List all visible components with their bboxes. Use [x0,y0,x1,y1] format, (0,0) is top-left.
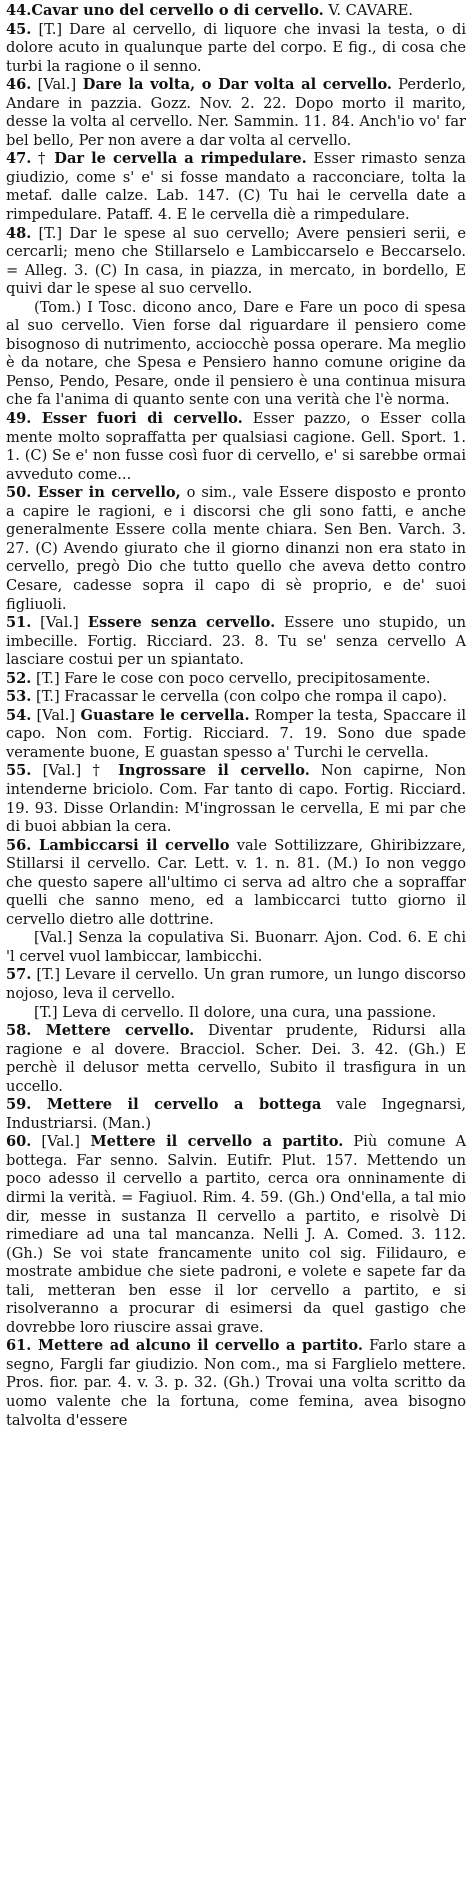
dictionary-entry [6,1022,466,1096]
entry-tag: [T.] [31,224,63,242]
entry-number: 59. [6,1096,32,1114]
entry-body: Esser rimasto senza giudizio, come s' e' si fosse mandato a racconciare, tolta la metaf. dalle calze. Lab. 147. (C) Tu hai le cervella date a rimpedulare. Pataff. 4. E le cervella diè a rimpedulare. [6,150,467,224]
entry-body: [T.] Leva di cervello. Il dolore, una cura, una passione. [34,1003,437,1021]
dictionary-entry [6,707,466,763]
entry-number: 45. [6,20,32,38]
dictionary-entry [6,2,466,21]
entry-body: o sim., vale Essere disposto e pronto a capire le ragioni, e i discorsi che gli sono fatti, e anche generalmente Essere colla mente chiara. Sen Ben. Varch. 3. 27. (C) Avendo giurato che il giorno dinanzi non era stato in cervello, pregò Dio che tutto quello che aveva detto contro Cesare, cadesse sopra il capo di sè proprio, e de' suoi figliuoli. [6,484,466,613]
entry-body: Più comune A bottega. Far senno. Salvin. Eutifr. Plut. 157. Mettendo un poco adesso il cervello a partito, cerca ora onninamente di dirmi la verità. = Fagiuol. Rim. 4. 59. (Gh.) Ond'ella, a tal mio dir, messe in sustanza Il cervello a partito, e risolvè Di rimediare ad una tal mancanza. Nelli J. A. Comed. 3. 112. (Gh.) Se voi state francamente unito col sig. Filidauro, e mostrate ambidue che siete padroni, e volete e sapete far da tali, metteran ben esse il lor cervello a partito, e si risolveranno a procurar di esimersi da quel gastigo che dovrebbe loro riuscire assai grave. [6,1133,467,1336]
dictionary-entry [6,484,466,614]
entry-tag: [Val.] [31,614,79,632]
entry-body: Non capirne, Non intenderne briciolo. Com. Far tanto di capo. Fortig. Ricciard. 19. 93. Disse Orlandin: M'ingrossan le cervella, E mi par che di buoi abbian la cera. [6,762,466,836]
dictionary-entry [6,966,466,1003]
entry-subparagraph [6,1004,466,1023]
entry-body: Dare al cervello, di liquore che invasi la testa, o di dolore acuto in qualunque parte del corpo. E fig., di cosa che turbi la ragione o il senno. [6,20,466,75]
entry-number: 51. [6,614,32,632]
entry-tag: [Val.] † [31,762,107,780]
entry-body: V. CAVARE. [323,2,414,19]
entry-number: 54. [6,706,32,724]
entry-body: vale Ingegnarsi, Industriarsi. (Man.) [6,1096,466,1132]
entry-number: 49. [6,410,32,428]
entry-headword: Ingrossare il cervello. [106,762,310,780]
entry-headword: Esser in cervello, [31,484,181,502]
entry-subparagraph [6,929,466,966]
entry-headword: Mettere ad alcuno il cervello a partito. [31,1337,363,1355]
entry-body: Levare il cervello. Un gran rumore, un lungo discorso nojoso, leva il cervello. [6,966,466,1002]
entry-body: Dar le spese al suo cervello; Avere pensieri serii, e cercarli; meno che Stillarselo e Lambiccarselo e Beccarselo. = Alleg. 3. (C) In casa, in piazza, in mercato, in bordello, E quivi dar le spese al suo cervello. [6,224,466,298]
entry-body: Esser pazzo, o Esser colla mente molto sopraffatta per qualsiasi cagione. Gell. Sport. 1. 1. (C) Se e' non fusse così fuor di cervello, e' si sarebbe ormai avveduto come... [6,410,466,483]
entry-body: Farlo stare a segno, Fargli far giudizio. Non com., ma si Farglielo mettere. Pros. fior. par. 4. v. 3. p. 32. (Gh.) Trovai una volta scritto da uomo valente che la fortuna, come femina, avea bisogno talvolta d'essere [6,1337,466,1429]
dictionary-entry [6,614,466,670]
entry-number: 58. [6,1022,32,1040]
dictionary-entry [6,762,466,836]
entry-body: Fracassar le cervella (con colpo che rompa il capo). [59,688,448,706]
dictionary-entry [6,150,466,224]
dictionary-entry [6,1133,466,1337]
entry-tag: [T.] [31,966,61,984]
dictionary-entry [6,76,466,150]
entry-headword: Mettere il cervello a partito. [80,1133,344,1151]
entry-number: 53. [6,688,32,706]
entry-headword: Dar le cervella a rimpedulare. [47,150,307,168]
entry-number: 46. [6,76,32,94]
dictionary-entry [6,1096,466,1133]
entry-tag: [T.] [31,669,60,687]
entry-number: 55. [6,762,32,780]
entry-number: 50. [6,484,32,502]
entry-number: 48. [6,224,32,242]
entry-headword: Esser fuori di cervello. [31,410,243,428]
entry-body: (Tom.) I Tosc. dicono anco, Dare e Fare un poco di spesa al suo cervello. Vien forse dal riguardare il pensiero come bisognoso di nutrimento, acciocchè possa operare. Ma meglio è da notare, che Spesa e Pensiero hanno comune origine da Penso, Pendo, Pesare, onde il pensiero è una continua misura che fa l'anima di quanto sente con una verità che l'è norma. [6,298,466,409]
entry-tag: [T.] [31,688,60,706]
entry-number: 44. [6,2,32,19]
entry-subparagraph [6,299,466,410]
entry-body: Essere uno stupido, un imbecille. Fortig. Ricciard. 23. 8. Tu se' senza cervello A lasciare costui per un spiantato. [6,614,466,669]
entry-headword: Mettere cervello. [31,1022,195,1040]
entry-body: Perderlo, Andare in pazzia. Gozz. Nov. 2. 22. Dopo morto il marito, desse la volta al cervello. Ner. Sammin. 11. 84. Anch'io vo' far bel bello, Per non avere a dar volta al cervello. [6,76,467,149]
entry-tag: [Val.] [31,1133,80,1151]
entry-headword: Essere senza cervello. [78,614,276,632]
entry-number: 56. [6,836,32,854]
entry-body: vale Sottilizzare, Ghiribizzare, Stillarsi il cervello. Car. Lett. v. 1. n. 81. (M.) Io non veggo che questo sapere all'ultimo ci serva ad altro che a sopraffar quelli che sanno meno, ed a lambiccarci tutto giorno il cervello dietro alle dottrine. [6,836,466,928]
entry-tag: † [31,150,48,168]
dictionary-entry [6,1337,466,1430]
entry-number: 47. [6,150,32,168]
entry-number: 60. [6,1133,32,1151]
dictionary-entry [6,21,466,77]
entry-headword: Mettere il cervello a bottega [31,1096,322,1114]
entry-headword: Dare la volta, o Dar volta al cervello. [76,76,392,94]
entry-tag: [Val.] [31,706,76,724]
entry-number: 52. [6,669,32,687]
dictionary-entry [6,225,466,299]
entry-headword: Cavar uno del cervello o di cervello. [31,2,324,19]
entry-number: 57. [6,966,32,984]
entry-body: Diventar prudente, Ridursi alla ragione e al dovere. Bracciol. Scher. Dei. 3. 42. (Gh.) E perchè il delusor metta cervello, Subito il trasfigura in un uccello. [6,1022,466,1095]
dictionary-entry [6,688,466,707]
entry-number: 61. [6,1337,32,1355]
entry-body: Romper la testa, Spaccare il capo. Non com. Fortig. Ricciard. 7. 19. Sono due spade veramente buone, E guastan spesso a' Turchi le cervella. [6,706,466,761]
dictionary-entry [6,670,466,689]
entry-headword: Lambiccarsi il cervello [31,836,230,854]
entry-body: Fare le cose con poco cervello, precipitosamente. [59,669,431,687]
dictionary-entry [6,410,466,484]
entry-tag: [T.] [31,20,63,38]
entry-body: [Val.] Senza la copulativa Si. Buonarr. Ajon. Cod. 6. E chi 'l cervel vuol lambiccar, lambicchi. [6,929,466,965]
dictionary-entry [6,837,466,930]
entry-tag: [Val.] [31,76,77,94]
entry-headword: Guastare le cervella. [75,706,250,724]
